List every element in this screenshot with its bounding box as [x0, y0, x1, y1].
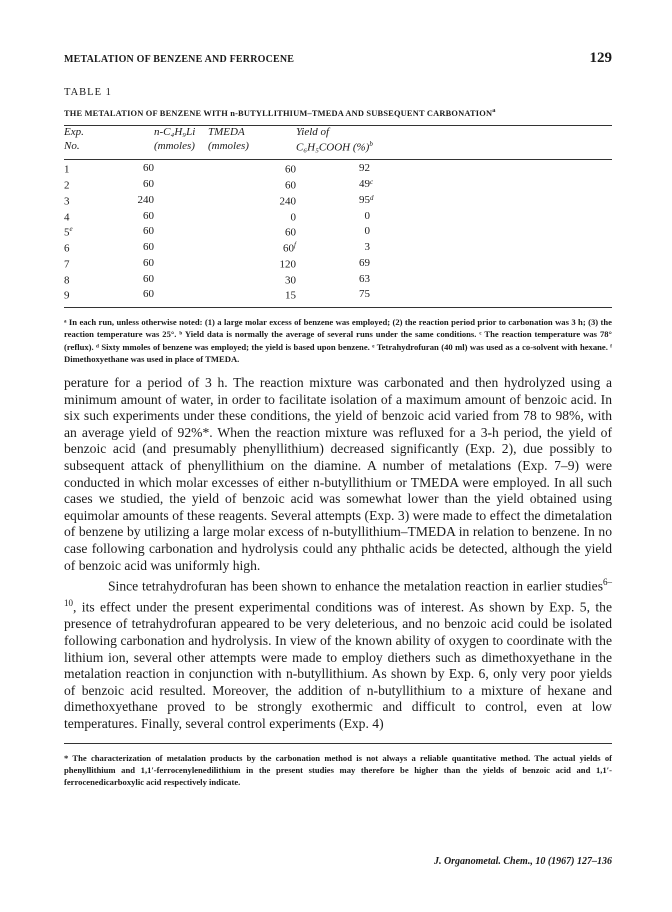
header-buli-unit: (mmoles) [154, 140, 195, 153]
cell-buli: 60 [143, 178, 154, 191]
header-yield-unit: C₆H₅COOH (%)$^b$ [296, 140, 373, 154]
cell-buli: 60 [143, 225, 154, 238]
cell-buli: 240 [137, 193, 154, 206]
table-row [64, 192, 610, 208]
cell-tmeda: 240 [279, 195, 296, 208]
table-row [64, 239, 610, 255]
page-number: 129 [589, 50, 612, 66]
cell-exp: 7 [64, 258, 70, 271]
cell-tmeda: 120 [279, 258, 296, 271]
cell-exp: 5e [64, 225, 73, 240]
cell-exp: 3 [64, 195, 70, 208]
cell-tmeda: 60 [285, 164, 296, 177]
table-row [64, 160, 610, 176]
cell-exp: 8 [64, 274, 70, 287]
cell-exp: 4 [64, 211, 70, 224]
cell-yield: 75 [359, 288, 370, 301]
cell-yield: 63 [359, 272, 370, 285]
table-rule-bottom [64, 307, 612, 308]
table-body [64, 160, 610, 302]
header-tmeda: TMEDA [208, 125, 245, 138]
paragraph-2: Since tetrahydrofuran has been shown to enhance the metalation reaction in earlier studies$^{6-10}$, its effect under the present experimental conditions was of interest. As shown by Exp. 5, the presence of tetrahydrofuran appeared to be very deleterious, and no benzoic acid could be isolated following carbonation and hydrolysis. In view of the known ability of oxygen to coordinate with the lithium ion, several other attempts were made to employ diethers such as dimethoxyethane in the metalation reaction in conjunction with n-butyllithium. As shown by Exp. 6, only very poor yields of benzoic acid resulted. Moreover, the addition of n-butyllithium to a mixture of hexane and dimethoxyethane proved to be strongly exothermic and difficult to control, even at low temperatures. Finally, several control experiments (Exp. 4) [64, 577, 612, 731]
table-label: TABLE 1 [64, 87, 112, 98]
cell-buli: 60 [143, 241, 154, 254]
table-caption-mark: a [492, 107, 496, 114]
cell-tmeda: 60$^f$ [283, 241, 296, 255]
cell-yield: 95 [359, 193, 370, 206]
cell-exp: 2 [64, 179, 70, 192]
table-notes: ᵃ In each run, unless otherwise noted: (1) a large molar excess of benzene was employed; (2) the reaction period prior to carbonation was 3 h; (3) the reaction temperature was 25°. ᵇ Yield data is normally the average of several runs under the same conditions. ᶜ The reaction temperature was 78° (reflux). ᵈ Sixty mmoles of benzene was employed; the yield is based upon benzene. ᵉ Tetrahydrofuran (40 ml) was used as a co-solvent with hexane. ᶠ Dimethoxyethane was used in place of TMEDA. [64, 317, 612, 364]
table-row [64, 176, 610, 192]
cell-exp: 6 [64, 242, 70, 255]
table-caption-text: THE METALATION OF BENZENE WITH n-BUTYLLITHIUM–TMEDA AND SUBSEQUENT CARBONATION [64, 108, 493, 118]
header-exp: Exp. [64, 125, 84, 138]
running-title: METALATION OF BENZENE AND FERROCENE [64, 54, 295, 65]
cell-yield: 3 [364, 241, 370, 254]
cell-tmeda: 60 [285, 227, 296, 240]
cell-yield: 0 [364, 209, 370, 222]
table-header [64, 126, 373, 155]
header-yield-mark: b [369, 140, 373, 149]
cell-tmeda: 0 [290, 211, 296, 224]
reference-superscript: 6–10 [64, 577, 612, 609]
header-tmeda-unit: (mmoles) [208, 140, 249, 153]
cell-tmeda: 60 [285, 179, 296, 192]
cell-yield: 92 [359, 162, 370, 175]
table-row [64, 286, 610, 302]
cell-yield: 0 [364, 225, 370, 238]
running-head [64, 50, 612, 67]
header-exp-no: No. [64, 140, 80, 153]
cell-tmeda: 15 [285, 290, 296, 303]
body-text [64, 375, 612, 733]
cell-buli: 60 [143, 162, 154, 175]
cell-buli: 60 [143, 272, 154, 285]
cell-buli: 60 [143, 256, 154, 269]
cell-exp: 9 [64, 290, 70, 303]
cell-exp: 1 [64, 164, 70, 177]
footnote: * The characterization of metalation products by the carbonation method is not always a reliable quantitative method. The actual yields of phenyllithium and 1,1′-ferrocenylenedilithium in the present studies may therefore be higher than the yields of benzoic acid and 1,1′-ferrocenedicarboxylic acid respectively indicate. [64, 752, 612, 787]
table-row [64, 208, 610, 224]
cell-tmeda: 30 [285, 274, 296, 287]
table-row [64, 271, 610, 287]
header-yield: Yield of [296, 125, 330, 138]
cell-yield-mark: c [370, 178, 374, 187]
table-row [64, 223, 610, 239]
cell-yield-mark: d [370, 193, 374, 202]
cell-yield: 69 [359, 256, 370, 269]
page [64, 50, 612, 867]
table-caption [64, 107, 612, 118]
cell-buli: 60 [143, 288, 154, 301]
table-row [64, 255, 610, 271]
header-buli: n-C₄H₉Li [154, 125, 196, 138]
journal-citation: J. Organometal. Chem., 10 (1967) 127–136 [433, 856, 612, 867]
footnote-rule [64, 743, 612, 744]
paragraph-1: perature for a period of 3 h. The reaction mixture was carbonated and then hydrolyzed using a minimum amount of water, in order to facilitate isolation of a maximum amount of benzoic acid. In six such experiments under these conditions, the yield of benzoic acid varied from 78 to 98%, with an average yield of 92%*. When the reaction mixture was refluxed for a 3-h period, the yield of benzoic acid (and presumably phenyllithium) decreased significantly (Exp. 2), due possibly to subsequent attack of phenyllithium on the diamine. A number of metalations (Exp. 7–9) were conducted in which molar excesses of either n-butyllithium or TMEDA were employed. In all such cases we studied, the yield of benzoic acid was somewhat lower than the yield obtained using equimolar amounts of these reagents. Several attempts (Exp. 3) were made to effect the dimetalation of benzene by utilizing a large molar excess of n-butyllithium–TMEDA in relation to benzene. In no case following carbonation and hydrolysis could any phthalic acids be detected, although the yield of benzoic acid was uniformly high. [64, 375, 612, 573]
cell-buli: 60 [143, 209, 154, 222]
cell-yield: 49 [359, 178, 370, 191]
